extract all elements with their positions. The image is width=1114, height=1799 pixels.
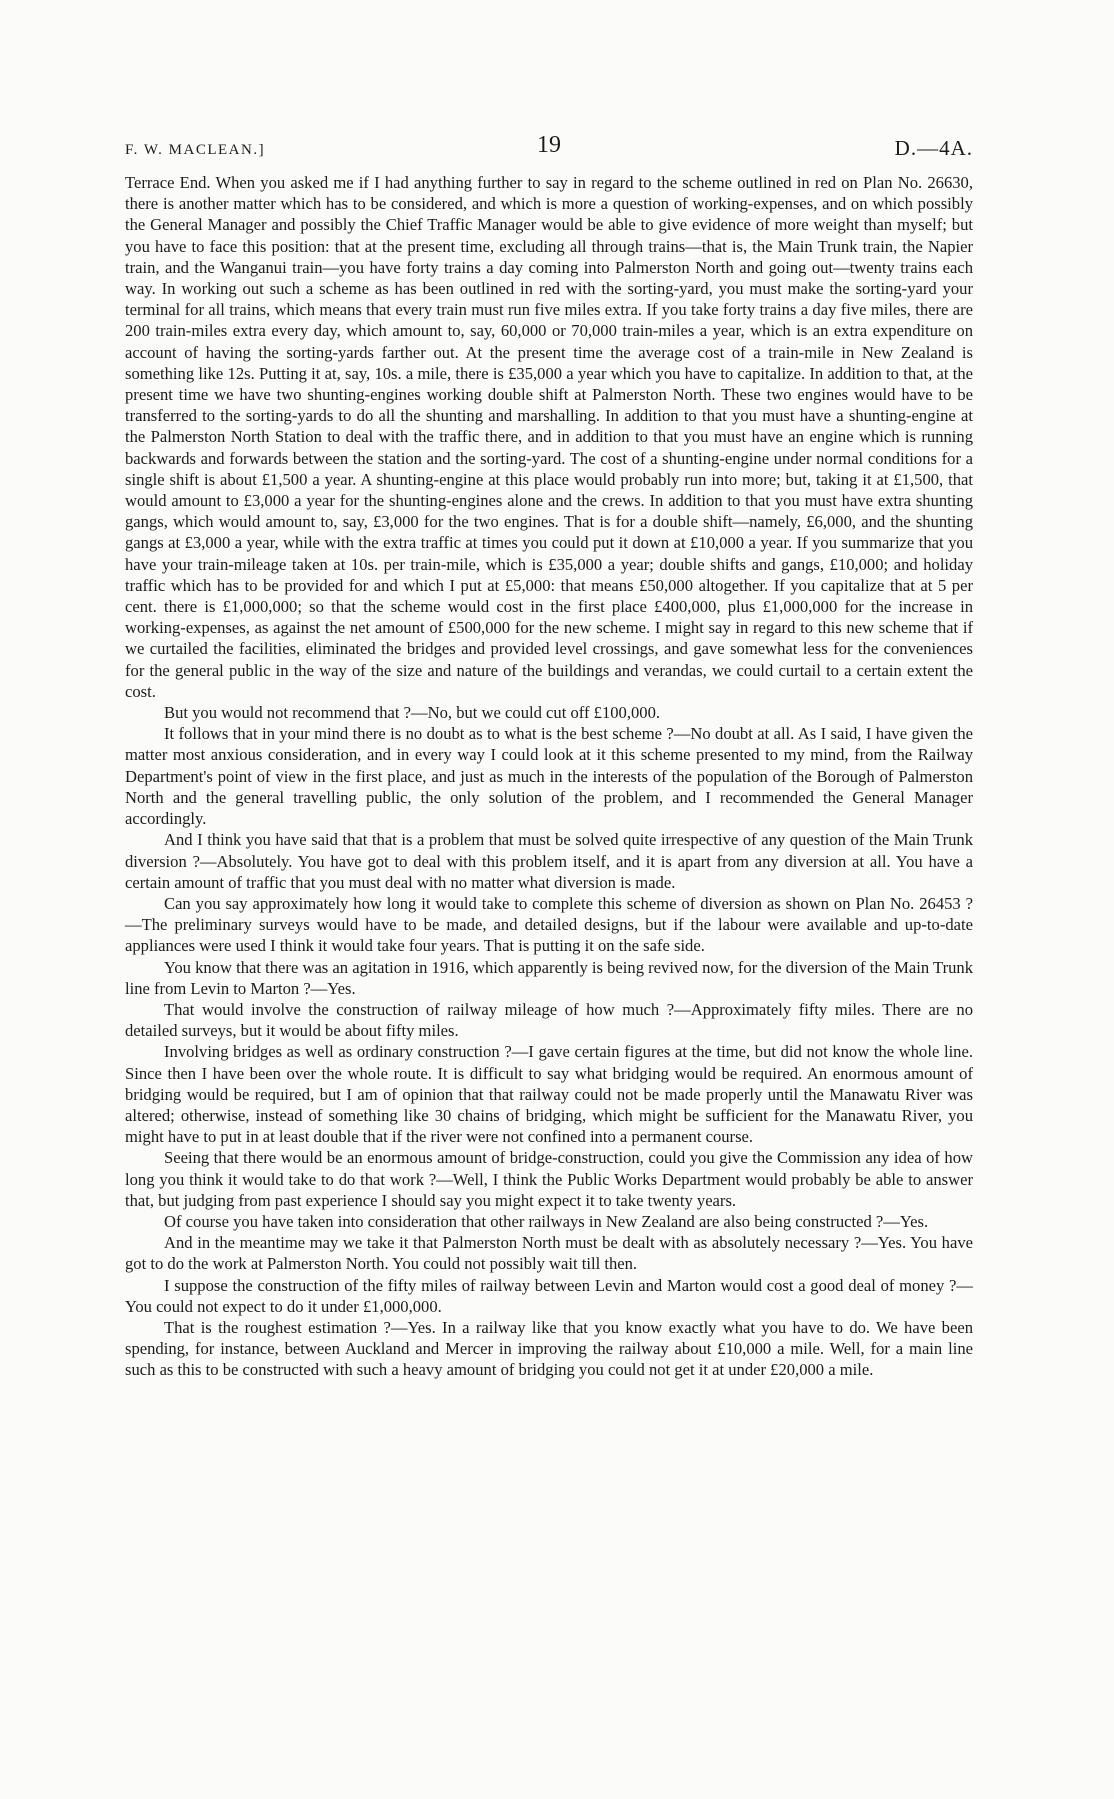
paragraph: That would involve the construction of railway mileage of how much ?—Approximately fifty miles. There are no detailed surveys, but it would be about fifty miles. <box>125 999 973 1041</box>
paragraph: I suppose the construction of the fifty miles of railway between Levin and Marton would cost a good deal of money ?—You could not expect to do it under £1,000,000. <box>125 1275 973 1316</box>
paragraph: Of course you have taken into consideration that other railways in New Zealand are also being constructed ?—Yes. <box>164 1211 929 1231</box>
page-body <box>125 172 973 1381</box>
witness-name: F. W. MACLEAN.] <box>125 142 266 158</box>
paragraph: That is the roughest estimation ?—Yes. In a railway like that you know exactly what you have to do. We have been spending, for instance, between Auckland and Mercer in improving the railway about £10,000 a mile. Well, for a main line such as this to be constructed with such a heavy amount of bridging you could not get it at under £20,000 a mile. <box>125 1317 973 1380</box>
paragraph: It follows that in your mind there is no doubt as to what is the best scheme ?—No doubt at all. As I said, I have given the matter most anxious consideration, and in every way I could look at it this scheme presented to my mind, from the Railway Department's point of view in the first place, and just as much in the interests of the population of the Borough of Palmerston North and the general travelling public, the only solution of the problem, and I recommended the General Manager accordingly. <box>125 724 973 829</box>
paragraph: You know that there was an agitation in 1916, which apparently is being revived now, for the diversion of the Main Trunk line from Levin to Marton ?—Yes. <box>125 957 973 998</box>
paragraph: Seeing that there would be an enormous amount of bridge-construction, could you give the Commission any idea of how long you think it would take to do that work ?—Well, I think the Public Works Department would probably be able to answer that, but judging from past experience I should say you might expect it to take twenty years. <box>125 1148 973 1210</box>
page-header <box>125 132 973 166</box>
paragraph: And I think you have said that that is a problem that must be solved quite irrespective of any question of the Main Trunk diversion ?—Absolutely. You have got to deal with this problem itself, and it is apart from any diversion at all. You have a certain amount of traffic that you must deal with no matter what diversion is made. <box>125 830 973 892</box>
paragraph: And in the meantime may we take it that Palmerston North must be dealt with as absolutely necessary ?—Yes. You have got to do the work at Palmerston North. You could not possibly wait till then. <box>125 1233 973 1274</box>
paragraph: Can you say approximately how long it would take to complete this scheme of diversion as shown on Plan No. 26453 ?—The preliminary surveys would have to be made, and detailed designs, but if the labour were available and up-to-date appliances were used I think it would take four years. That is putting it on the safe side. <box>125 893 973 956</box>
paragraph: Terrace End. When you asked me if I had anything further to say in regard to the scheme outlined in red on Plan No. 26630, there is another matter which has to be considered, and which is more a question of working-expenses, and on which possibly the General Manager and possibly the Chief Traffic Manager would be able to give evidence of more weight than myself; but you have to face this position: that at the present time, excluding all through trains—that is, the Main Trunk train, the Napier train, and the Wanganui train—you have forty trains a day coming into Palmerston North and going out—twenty trains each way. In working out such a scheme as has been outlined in red with the sorting-yard, you must make the sorting-yard your terminal for all trains, which means that every train must run five miles extra. If you take forty trains a day five miles, there are 200 train-miles extra every day, which amount to, say, 60,000 or 70,000 train-miles a year, which is an extra expenditure on account of having the sorting-yards farther out. At the present time the average cost of a train-mile in New Zealand is something like 12s. Putting it at, say, 10s. a mile, there is £35,000 a year which you have to capitalize. In addition to that, at the present time we have two shunting-engines working double shift at Palmerston North. These two engines would have to be transferred to the sorting-yards to do all the shunting and marshalling. In addition to that you must have a shunting-engine at the Palmerston North Station to deal with the traffic there, and in addition to that you must have an engine which is running backwards and forwards between the station and the sorting-yard. The cost of a shunting-engine under normal conditions for a single shift is about £1,500 a year. A shunting-engine at this place would probably run into more; but, taking it at £1,500, that would amount to £3,000 a year for the shunting-engines alone and the crews. In addition to that you must have extra shunting gangs, which would amount to, say, £3,000 for the two engines. That is for a double shift—namely, £6,000, and the shunting gangs at £3,000 a year, while with the extra traffic at times you could put it down at £10,000 a year. If you summarize that you have your train-mileage taken at 10s. per train-mile, which is £35,000 a year; double shifts and gangs, £10,000; and holiday traffic which has to be provided for and which I put at £5,000: that means £50,000 altogether. If you capitalize that at 5 per cent. there is £1,000,000; so that the scheme would cost in the first place £400,000, plus £1,000,000 for the increase in working-expenses, as against the net amount of £500,000 for the new scheme. I might say in regard to this new scheme that if we curtailed the facilities, eliminated the bridges and provided level crossings, and gave somewhat less for the conveniences for the general public in the way of the size and nature of the buildings and verandas, we could curtail to a certain extent the cost. <box>125 173 973 701</box>
page-number: 19 <box>537 132 561 158</box>
document-reference: D.—4A. <box>894 136 973 160</box>
paragraph: Involving bridges as well as ordinary construction ?—I gave certain figures at the time, but did not know the whole line. Since then I have been over the whole route. It is difficult to say what bridging would be required. An enormous amount of bridging would be required, but I am of opinion that that railway could not be made properly until the Manawatu River was altered; otherwise, instead of something like 30 chains of bridging, which might be sufficient for the Manawatu River, you might have to put in at least double that if the river were not confined into a permanent course. <box>125 1042 973 1147</box>
paragraph: But you would not recommend that ?—No, but we could cut off £100,000. <box>164 703 661 723</box>
